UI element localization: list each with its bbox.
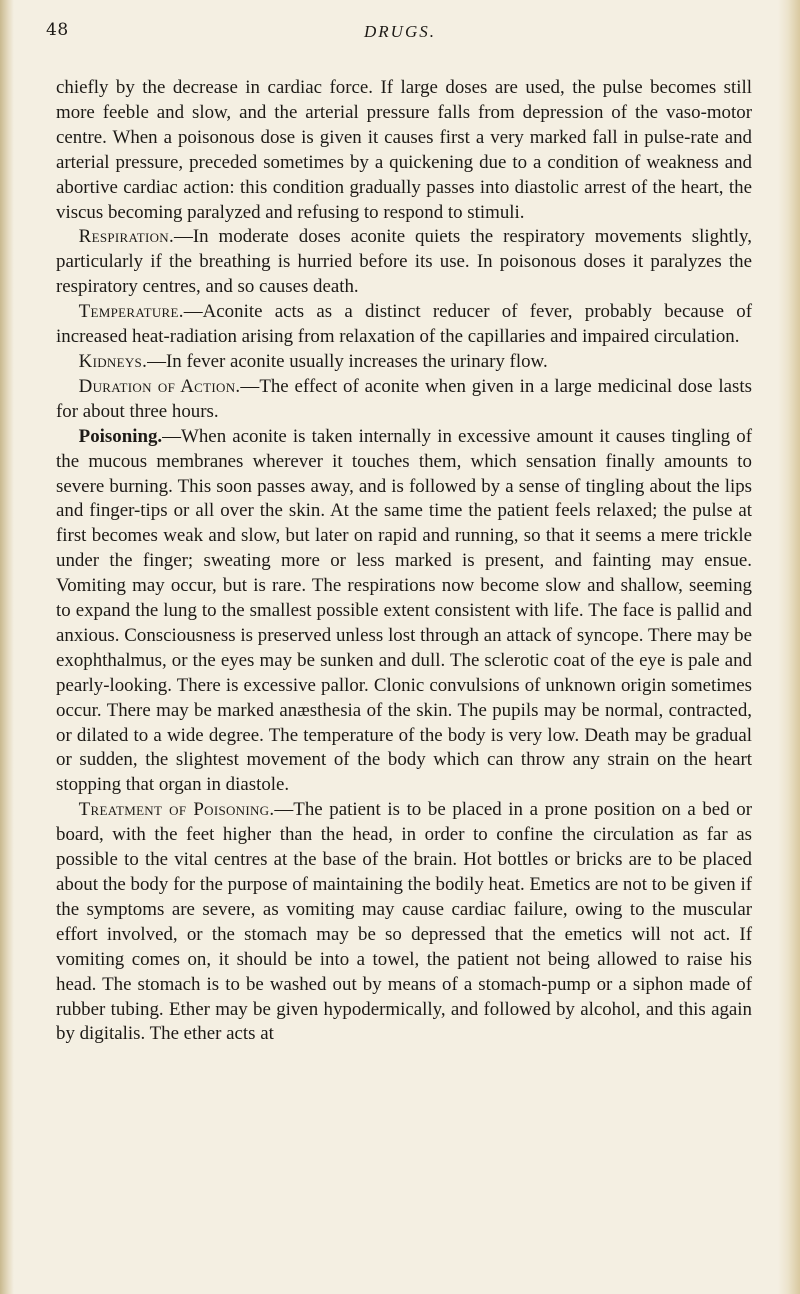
section-heading: Treatment of Poisoning.	[78, 799, 275, 821]
paragraph-respiration	[56, 225, 752, 300]
section-heading: Respiration.	[78, 226, 174, 248]
paragraph-text: —In moderate doses aconite quiets the respiratory movements slightly, particularly if the breathing is hurried before its use. In poisonous doses it paralyzes the respiratory centres, and so causes death.	[56, 226, 752, 298]
paragraph-text: —The effect of aconite when given in a large medicinal dose lasts for about three hours.	[56, 375, 752, 422]
page-edge-shadow	[778, 0, 800, 1294]
page-number: 48	[46, 20, 69, 40]
section-heading: Kidneys.	[78, 350, 148, 372]
paragraph-temperature	[56, 300, 752, 350]
section-heading: Duration of Action.	[78, 375, 241, 397]
paragraph-text: —Aconite acts as a distinct reducer of fever, probably because of increased heat-radiation arising from relaxation of the capillaries and impaired circulation.	[56, 301, 752, 348]
paragraph-text: —The patient is to be placed in a prone position on a bed or board, with the feet higher than the head, in order to confine the circulation as far as possible to the vital centres at the base of the brain. Hot bottles or bricks are to be placed about the body for the purpose of maintaining the bodily heat. Emetics are not to be given if the symptoms are severe, as vomiting may cause cardiac failure, owing to the muscular effort involved, or the stomach may be so depressed that the emetics will not act. If vomiting comes on, it should be into a towel, the patient not being allowed to raise his head. The stomach is to be washed out by means of a stomach-pump or a siphon made of rubber tubing. Ether may be given hypodermically, and followed by alcohol, and this again by digitalis. The ether acts at	[56, 799, 752, 1045]
running-head: DRUGS.	[364, 22, 436, 41]
paragraph-kidneys	[56, 350, 752, 375]
body-text	[56, 76, 752, 1047]
paragraph-cardiac	[56, 76, 752, 225]
paragraph-treatment	[56, 798, 752, 1047]
section-heading: Temperature.	[78, 301, 184, 323]
section-heading: Poisoning.	[78, 425, 163, 447]
paragraph-poisoning	[56, 425, 752, 799]
page-binding-shadow	[0, 0, 14, 1294]
paragraph-text: —When aconite is taken internally in excessive amount it causes tingling of the mucous membranes wherever it touches them, which sensation finally amounts to severe burning. This soon passes away, and is followed by a sense of tingling about the lips and finger-tips or all over the skin. At the same time the patient feels relaxed; the pulse at first becomes weak and slow, but later on rapid and running, so that it seems a mere trickle under the finger; sweating more or less marked is present, and fainting may ensue. Vomiting may occur, but is rare. The respirations now become slow and shallow, seeming to expand the lung to the smallest possible extent consistent with life. The face is pallid and anxious. Consciousness is preserved unless lost through an attack of syncope. There may be exophthalmus, or the eyes may be sunken and dull. The sclerotic coat of the eye is pale and pearly-looking. There is excessive pallor. Clonic convulsions of unknown origin sometimes occur. There may be marked anæsthesia of the skin. The pupils may be normal, contracted, or dilated to a wide degree. The temperature of the body is very low. Death may be gradual or sudden, the slightest movement of the body which can throw any strain on the heart stopping that organ in diastole.	[56, 425, 752, 796]
paragraph-duration	[56, 375, 752, 425]
paragraph-text: chiefly by the decrease in cardiac force. If large doses are used, the pulse becomes still more feeble and slow, and the arterial pressure falls from depression of the vaso-motor centre. When a poisonous dose is given it causes first a very marked fall in pulse-rate and arterial pressure, preceded sometimes by a quickening due to a condition of weakness and abortive cardiac action: this condition gradually passes into diastolic arrest of the heart, the viscus becoming paralyzed and refusing to respond to stimuli.	[56, 77, 752, 223]
paragraph-text: —In fever aconite usually increases the urinary flow.	[147, 350, 548, 372]
page-header	[46, 20, 754, 50]
